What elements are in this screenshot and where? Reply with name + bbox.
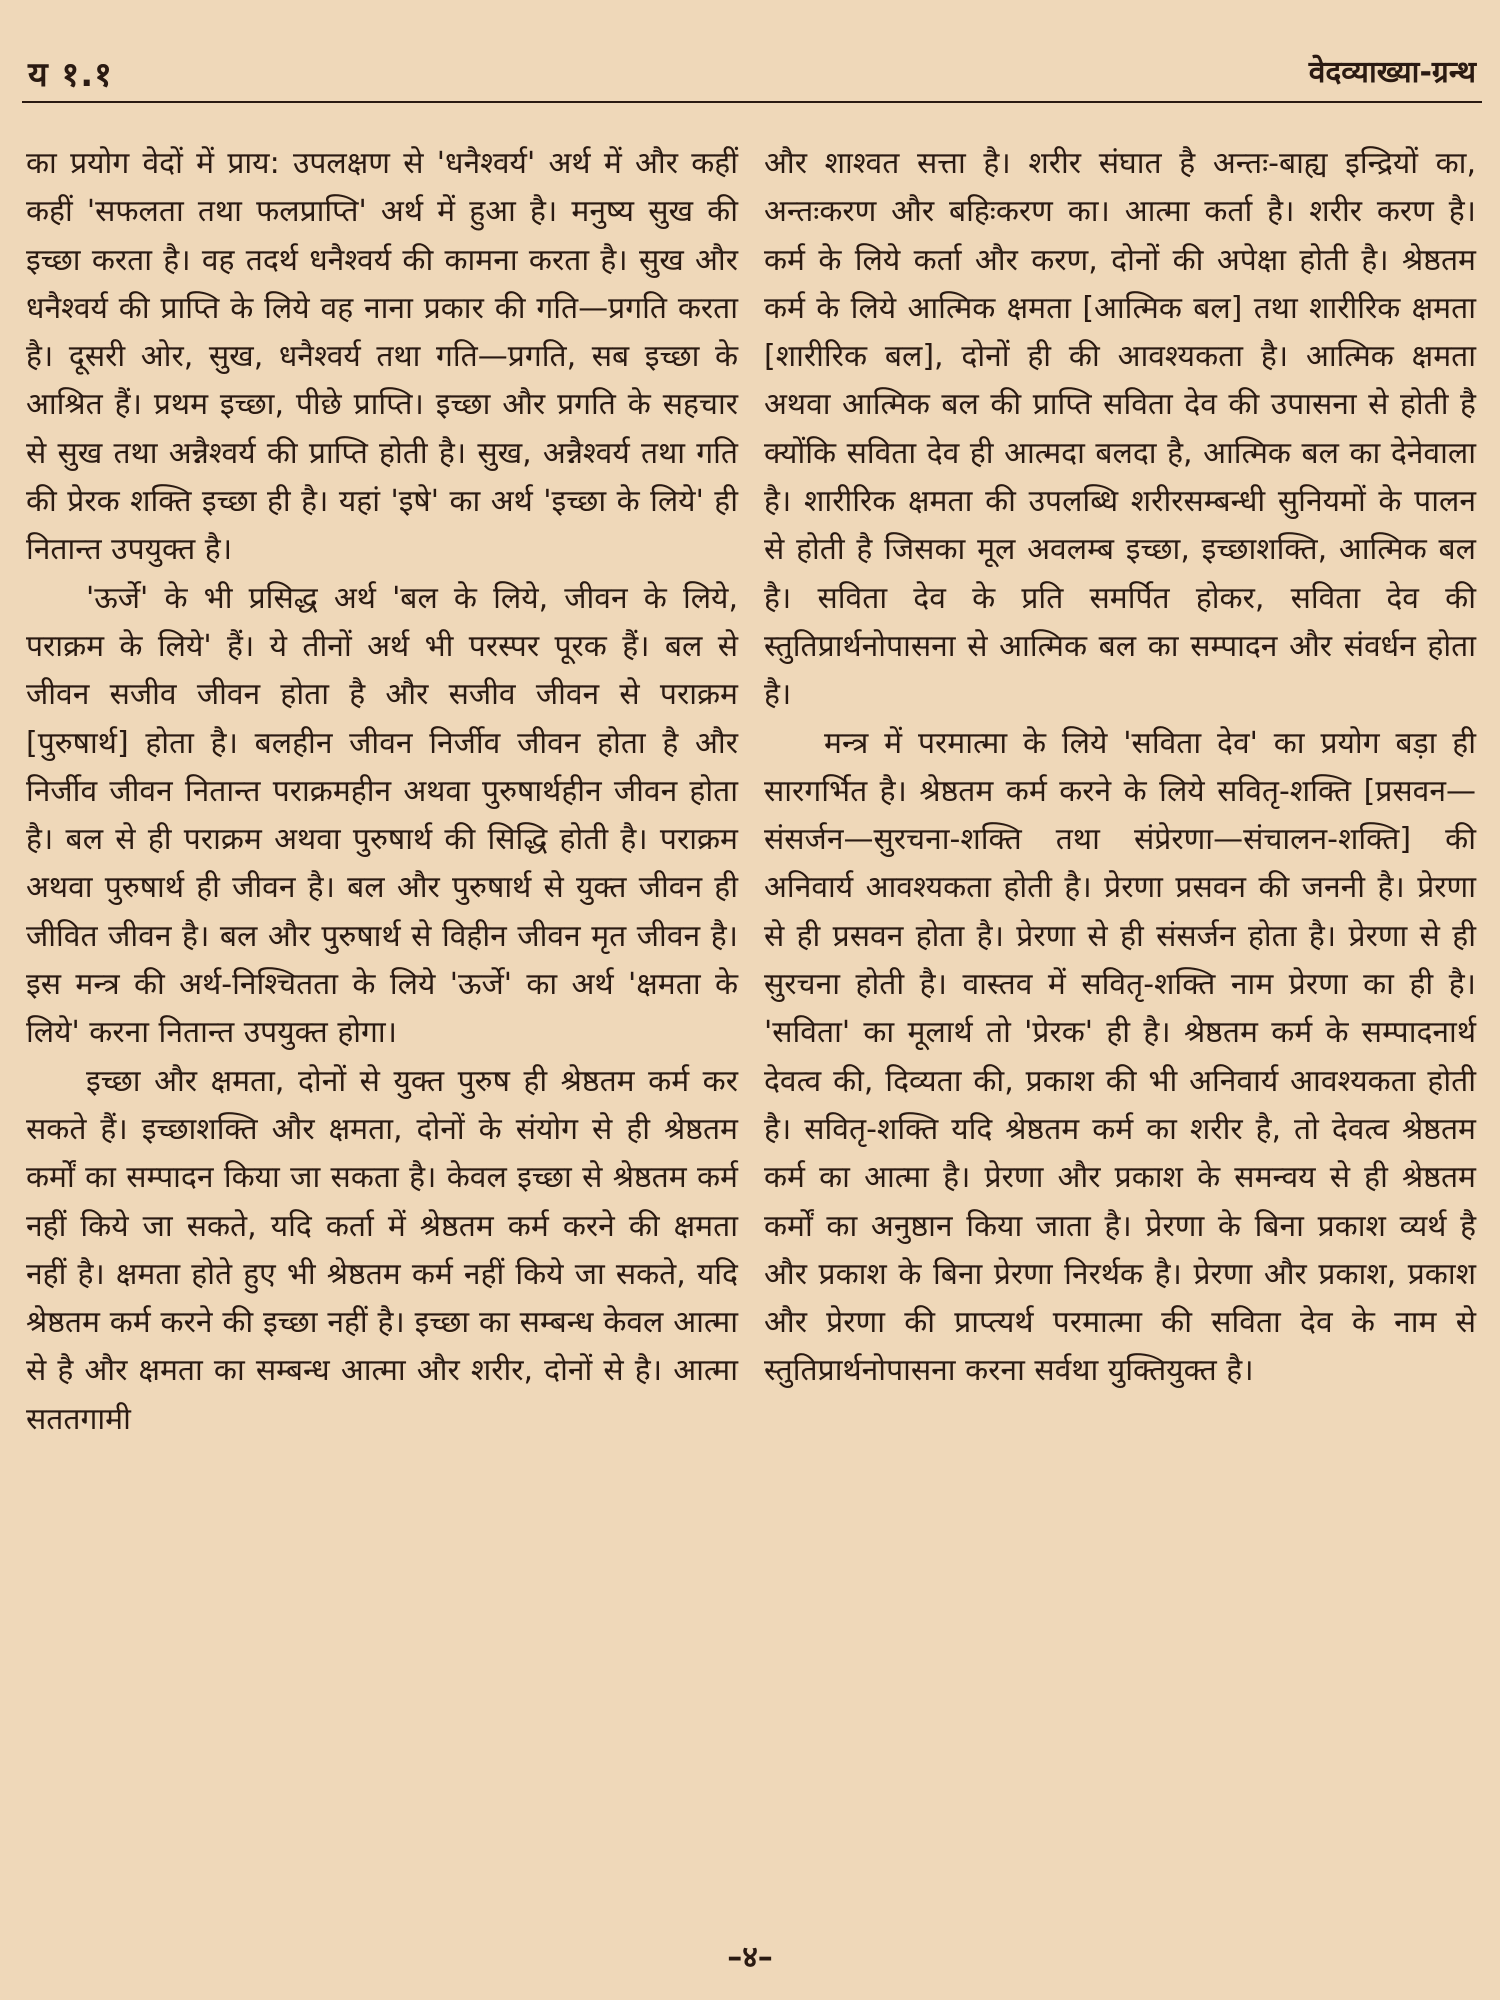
paragraph: 'ऊर्जे' के भी प्रसिद्ध अर्थ 'बल के लिये, जीवन के लिये, पराक्रम के लिये' हैं। ये तीनों अर्थ भी परस्पर पूरक हैं। बल से जीवन सजीव जीवन होता है और सजीव जीवन से पराक्रम [पुरुषार्थ] होता है। बलहीन जीवन निर्जीव जीवन होता है और निर्जीव जीवन नितान्त पराक्रमहीन अथवा पुरुषार्थहीन जीवन होता है। बल से ही पराक्रम अथवा पुरुषार्थ की सिद्धि होती है। पराक्रम अथवा पुरुषार्थ ही जीवन है। बल और पुरुषार्थ से युक्त जीवन ही जीवित जीवन है। बल और पुरुषार्थ से विहीन जीवन मृत जीवन है। इस मन्त्र की अर्थ-निश्चितता के लिये 'ऊर्जे' का अर्थ 'क्षमता के लिये' करना नितान्त उपयुक्त होगा। [26,580,738,1051]
header-rule [22,101,1482,103]
page-number: –४– [727,1940,773,1975]
paragraph: मन्त्र में परमात्मा के लिये 'सविता देव' का प्रयोग बड़ा ही सारगर्भित है। श्रेष्ठतम कर्म करने के लिये सवितृ-शक्ति [प्रसवन—संसर्जन—सुरचना-शक्ति तथा संप्रेरणा—संचालन-शक्ति] की अनिवार्य आवश्यकता होती है। प्रेरणा प्रसवन की जननी है। प्रेरणा से ही प्रसवन होता है। प्रेरणा से ही संसर्जन होता है। प्रेरणा से ही सुरचना होती है। वास्तव में सवितृ-शक्ति नाम प्रेरणा का ही है। 'सविता' का मूलार्थ तो 'प्रेरक' ही है। श्रेष्ठतम कर्म के सम्पादनार्थ देवत्व की, दिव्यता की, प्रकाश की भी अनिवार्य आवश्यकता होती है। सवितृ-शक्ति यदि श्रेष्ठतम कर्म का शरीर है, तो देवत्व श्रेष्ठतम कर्म का आत्मा है। प्रेरणा और प्रकाश के समन्वय से ही श्रेष्ठतम कर्मों का अनुष्ठान किया जाता है। प्रेरणा के बिना प्रकाश व्यर्थ है और प्रकाश के बिना प्रेरणा निरर्थक है। प्रेरणा और प्रकाश, प्रकाश और प्रेरणा की प्राप्त्यर्थ परमात्मा की सविता देव के नाम से स्तुतिप्रार्थनोपासना करना सर्वथा युक्तियुक्त है। [764,725,1476,1389]
book-title: वेदव्याख्या-ग्रन्थ [1308,55,1476,90]
left-column [26,140,738,1444]
paragraph: इच्छा और क्षमता, दोनों से युक्त पुरुष ही श्रेष्ठतम कर्म कर सकते हैं। इच्छाशक्ति और क्षमता, दोनों के संयोग से ही श्रेष्ठतम कर्मों का सम्पादन किया जा सकता है। केवल इच्छा से श्रेष्ठतम कर्म नहीं किये जा सकते, यदि कर्ता में श्रेष्ठतम कर्म करने की क्षमता नहीं है। क्षमता होते हुए भी श्रेष्ठतम कर्म नहीं किये जा सकते, यदि श्रेष्ठतम कर्म करने की इच्छा नहीं है। इच्छा का सम्बन्ध केवल आत्मा से है और क्षमता का सम्बन्ध आत्मा और शरीर, दोनों से है। आत्मा सततगामी [26,1063,738,1437]
section-reference: य १.१ [28,55,113,95]
paragraph: और शाश्वत सत्ता है। शरीर संघात है अन्तः-बाह्य इन्द्रियों का, अन्तःकरण और बहिःकरण का। आत्मा कर्ता है। शरीर करण है। कर्म के लिये कर्ता और करण, दोनों की अपेक्षा होती है। श्रेष्ठतम कर्म के लिये आत्मिक क्षमता [आत्मिक बल] तथा शारीरिक क्षमता [शारीरिक बल], दोनों ही की आवश्यकता है। आत्मिक क्षमता अथवा आत्मिक बल की प्राप्ति सविता देव की उपासना से होती है क्योंकि सविता देव ही आत्मदा बलदा है, आत्मिक बल का देनेवाला है। शारीरिक क्षमता की उपलब्धि शरीरसम्बन्धी सुनियमों के पालन से होती है जिसका मूल अवलम्ब इच्छा, इच्छाशक्ति, आत्मिक बल है। सविता देव के प्रति समर्पित होकर, सविता देव की स्तुतिप्रार्थनोपासना से आत्मिक बल का सम्पादन और संवर्धन होता है। [764,146,1476,713]
page-header [0,0,1500,105]
right-column [764,140,1476,1396]
paragraph: का प्रयोग वेदों में प्राय: उपलक्षण से 'धनैश्वर्य' अर्थ में और कहीं कहीं 'सफलता तथा फलप्राप्ति' अर्थ में हुआ है। मनुष्य सुख की इच्छा करता है। वह तदर्थ धनैश्वर्य की कामना करता है। सुख और धनैश्वर्य की प्राप्ति के लिये वह नाना प्रकार की गति—प्रगति करता है। दूसरी ओर, सुख, धनैश्वर्य तथा गति—प्रगति, सब इच्छा के आश्रित हैं। प्रथम इच्छा, पीछे प्राप्ति। इच्छा और प्रगति के सहचार से सुख तथा अन्नैश्वर्य की प्राप्ति होती है। सुख, अन्नैश्वर्य तथा गति की प्रेरक शक्ति इच्छा ही है। यहां 'इषे' का अर्थ 'इच्छा के लिये' ही नितान्त उपयुक्त है। [26,146,738,568]
